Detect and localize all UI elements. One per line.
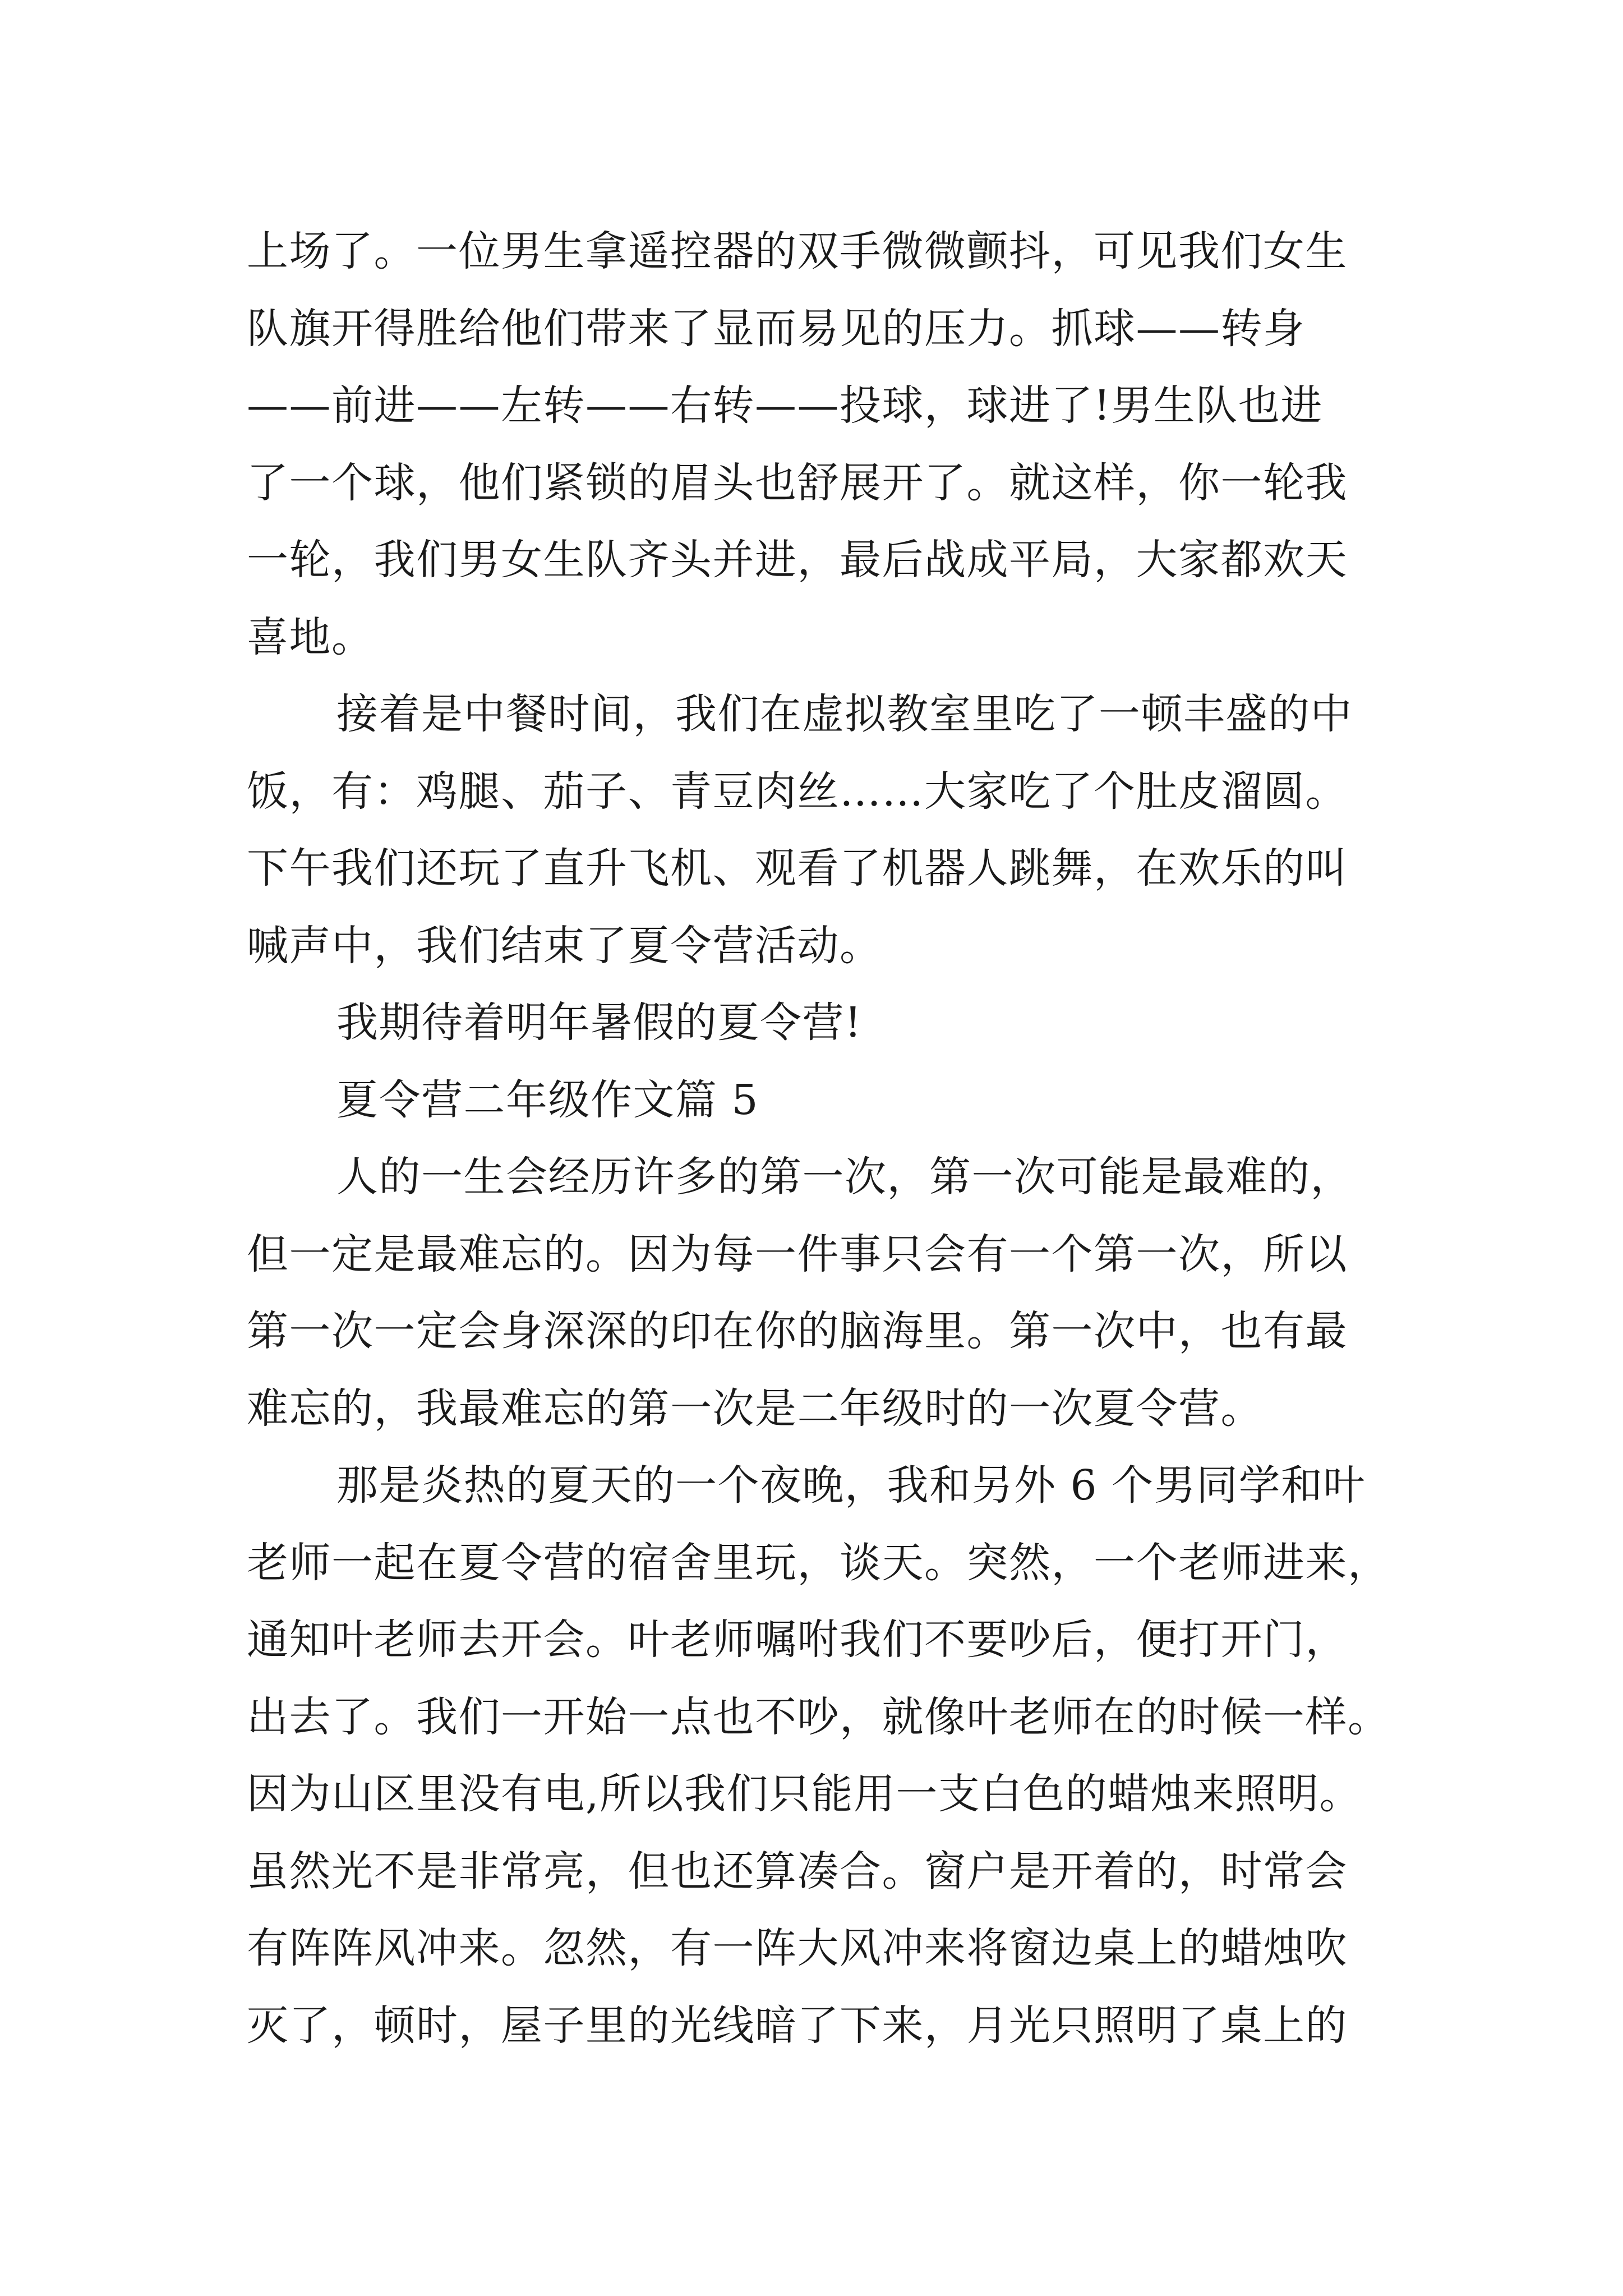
text-line: ——前进——左转——右转——投球，球进了!男生队也进	[247, 381, 1323, 430]
text-line: 喜地。	[247, 613, 374, 661]
paragraph-start-line: 那是炎热的夏天的一个夜晚，我和另外 6 个男同学和叶	[336, 1461, 1366, 1510]
text-line: 饭，有：鸡腿、茄子、青豆肉丝……大家吃了个肚皮溜圆。	[247, 767, 1348, 816]
text-line: 喊声中，我们结束了夏令营活动。	[247, 921, 882, 970]
text-line: 上场了。一位男生拿遥控器的双手微微颤抖，可见我们女生	[247, 227, 1348, 275]
paragraph-start-line: 人的一生会经历许多的第一次，第一次可能是最难的，	[336, 1153, 1353, 1201]
text-line: 了一个球，他们紧锁的眉头也舒展开了。就这样，你一轮我	[247, 458, 1348, 507]
text-line: 灭了，顿时，屋子里的光线暗了下来，月光只照明了桌上的	[247, 2001, 1348, 2050]
section-heading: 夏令营二年级作文篇 5	[336, 1075, 759, 1124]
text-line: 难忘的，我最难忘的第一次是二年级时的一次夏令营。	[247, 1384, 1263, 1433]
text-line: 老师一起在夏令营的宿舍里玩，谈天。突然，一个老师进来，	[247, 1538, 1390, 1587]
text-line: 队旗开得胜给他们带来了显而易见的压力。抓球——转身	[247, 304, 1306, 353]
text-line: 通知叶老师去开会。叶老师嘱咐我们不要吵后，便打开门，	[247, 1616, 1348, 1664]
text-line: 下午我们还玩了直升飞机、观看了机器人跳舞，在欢乐的叫	[247, 844, 1348, 892]
text-line: 因为山区里没有电,所以我们只能用一支白色的蜡烛来照明。	[247, 1770, 1362, 1818]
text-line: 虽然光不是非常亮，但也还算凑合。窗户是开着的，时常会	[247, 1847, 1348, 1895]
text-line: 有阵阵风冲来。忽然，有一阵大风冲来将窗边桌上的蜡烛吹	[247, 1924, 1348, 1972]
text-line: 出去了。我们一开始一点也不吵，就像叶老师在的时候一样。	[247, 1692, 1390, 1741]
body-text	[247, 213, 1391, 2064]
paragraph-start-line: 接着是中餐时间，我们在虚拟教室里吃了一顿丰盛的中	[336, 690, 1353, 738]
paragraph-start-line: 我期待着明年暑假的夏令营!	[336, 999, 863, 1047]
text-line: 但一定是最难忘的。因为每一件事只会有一个第一次，所以	[247, 1230, 1348, 1278]
text-line: 一轮，我们男女生队齐头并进，最后战成平局，大家都欢天	[247, 536, 1348, 584]
text-line: 第一次一定会身深深的印在你的脑海里。第一次中，也有最	[247, 1307, 1348, 1355]
